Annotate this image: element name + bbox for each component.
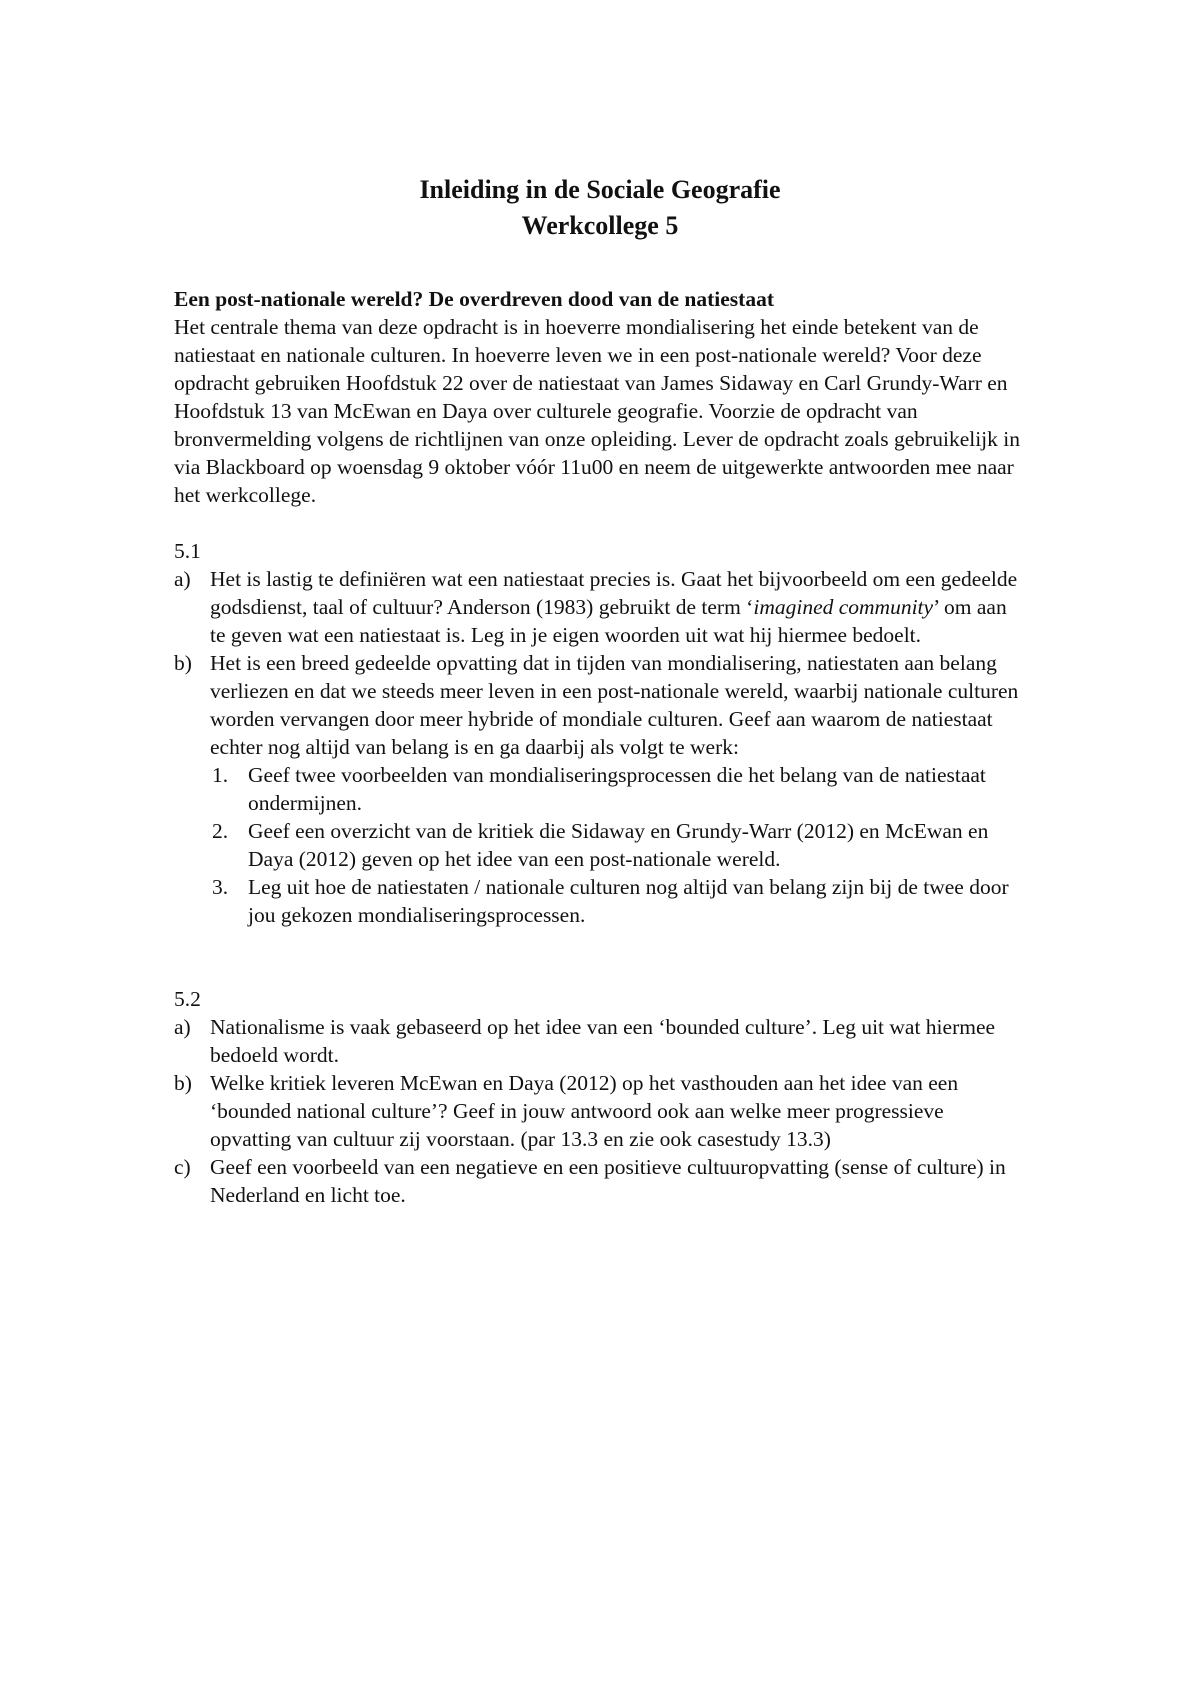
- step-text: Geef twee voorbeelden van mondialiseringsprocessen die het belang van de natiestaat ondermijnen.: [248, 763, 986, 815]
- question-letter: b): [174, 1071, 192, 1095]
- assignment-heading: Een post-nationale wereld? De overdreven dood van de natiestaat: [174, 287, 774, 311]
- step-number: 3.: [212, 875, 229, 899]
- step-item: [174, 873, 1024, 929]
- assignment-intro: Het centrale thema van deze opdracht is in hoeverre mondialisering het einde betekent van de natiestaat en nationale culturen. In hoeverre leven we in een post-nationale wereld? Voor deze opdracht gebruiken Hoofdstuk 22 over de natiestaat van James Sidaway en Carl Grundy-Warr en Hoofdstuk 13 van McEwan en Daya over culturele geografie. Voorzie de opdracht van bronvermelding volgens de richtlijnen van onze opleiding. Lever de opdracht zoals gebruikelijk in via Blackboard op woensdag 9 oktober vóór 11u00 en neem de uitgewerkte antwoorden mee naar het werkcollege.: [174, 315, 1021, 507]
- title-block: [0, 172, 1200, 244]
- document-subtitle: Werkcollege 5: [521, 211, 679, 240]
- step-list: [174, 761, 1024, 929]
- section-number-5-1: 5.1: [174, 539, 201, 563]
- step-item: [174, 817, 1024, 873]
- step-text: Leg uit hoe de natiestaten / nationale culturen nog altijd van belang zijn bij de twee door jou gekozen mondialiseringsprocessen.: [248, 875, 1009, 927]
- question-letter: a): [174, 1015, 191, 1039]
- step-text: Geef een overzicht van de kritiek die Sidaway en Grundy-Warr (2012) en McEwan en Daya (2012) geven op het idee van een post-nationale wereld.: [248, 819, 989, 871]
- question-letter: a): [174, 567, 191, 591]
- question-text: Welke kritiek leveren McEwan en Daya (2012) op het vasthouden aan het idee van een ‘bounded national culture’? Geef in jouw antwoord ook aan welke meer progressieve opvatting van cultuur zij voorstaan. (par 13.3 en zie ook casestudy 13.3): [210, 1071, 959, 1151]
- question-letter: c): [174, 1155, 191, 1179]
- question-5-2-b: [174, 1069, 1024, 1153]
- question-list-5-1: [174, 565, 1024, 761]
- question-5-2-a: [174, 1013, 1024, 1069]
- question-5-1-b: [174, 649, 1024, 761]
- question-text: Het is een breed gedeelde opvatting dat in tijden van mondialisering, natiestaten aan belang verliezen en dat we steeds meer leven in een post-nationale wereld, waarbij nationale culturen worden vervangen door meer hybride of mondiale culturen. Geef aan waarom de natiestaat echter nog altijd van belang is en ga daarbij als volgt te werk:: [210, 651, 1019, 759]
- document-content: [174, 285, 1024, 1209]
- step-item: [174, 761, 1024, 817]
- question-5-1-a: [174, 565, 1024, 649]
- step-number: 1.: [212, 763, 229, 787]
- question-text: Nationalisme is vaak gebaseerd op het idee van een ‘bounded culture’. Leg uit wat hiermee bedoeld wordt.: [210, 1015, 996, 1067]
- question-text-after: ’ om aan te geven wat een natiestaat is. Leg in je eigen woorden uit wat hij hiermee bedoelt.: [210, 595, 1007, 647]
- section-number-5-2: 5.2: [174, 987, 201, 1011]
- question-text-before: Het is lastig te definiëren wat een natiestaat precies is. Gaat het bijvoorbeeld om een gedeelde godsdienst, taal of cultuur? Anderson (1983) gebruikt de term ‘: [210, 567, 1018, 619]
- document-title: Inleiding in de Sociale Geografie: [419, 175, 781, 204]
- question-emphasis: imagined community: [753, 595, 934, 619]
- question-list-5-2: [174, 1013, 1024, 1209]
- question-letter: b): [174, 651, 192, 675]
- question-5-2-c: [174, 1153, 1024, 1209]
- step-number: 2.: [212, 819, 229, 843]
- question-text: Geef een voorbeeld van een negatieve en een positieve cultuuropvatting (sense of culture) in Nederland en licht toe.: [210, 1155, 1006, 1207]
